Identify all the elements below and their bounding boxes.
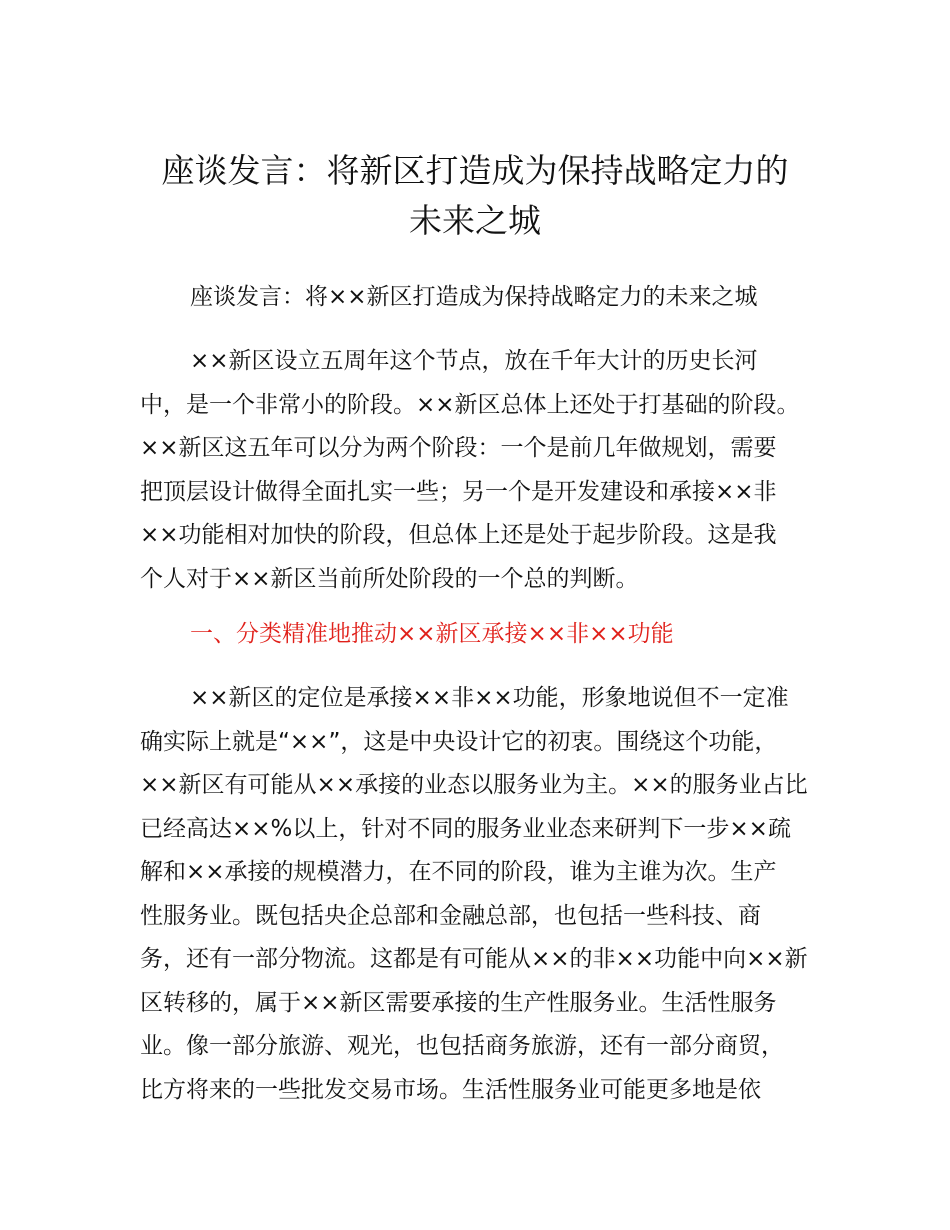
- paragraph-intro: [140, 340, 840, 601]
- document-subtitle: 座谈发言：将××新区打造成为保持战略定力的未来之城: [190, 284, 758, 310]
- paragraph-line: 性服务业。既包括央企总部和金融总部，也包括一些科技、商: [140, 902, 761, 929]
- document-title: [110, 146, 840, 246]
- paragraph-line: 解和××承接的规模潜力，在不同的阶段，谁为主谁为次。生产: [140, 859, 777, 885]
- title-line-2: 未来之城: [409, 201, 541, 240]
- paragraph-line: 已经高达××%以上，针对不同的服务业业态来研判下一步××疏: [140, 815, 791, 842]
- paragraph-line: 比方将来的一些批发交易市场。生活性服务业可能更多地是依: [140, 1076, 761, 1103]
- title-line-1: 座谈发言：将新区打造成为保持战略定力的: [161, 151, 789, 190]
- paragraph-line: 区转移的，属于××新区需要承接的生产性服务业。生活性服务: [140, 989, 777, 1016]
- paragraph-line: ××功能相对加快的阶段，但总体上还是处于起步阶段。这是我: [140, 522, 777, 548]
- paragraph-line: ××新区有可能从××承接的业态以服务业为主。××的服务业占比: [140, 772, 808, 798]
- section-heading: 一、分类精准地推动××新区承接××非××功能: [190, 621, 674, 647]
- paragraph-line: ××新区设立五周年这个节点，放在千年大计的历史长河: [190, 348, 758, 374]
- paragraph-line: 确实际上就是“××”，这是中央设计它的初衷。围绕这个功能，: [140, 728, 778, 755]
- paragraph-line: 务，还有一部分物流。这都是有可能从××的非××功能中向××新: [140, 946, 808, 972]
- paragraph-line: ××新区这五年可以分为两个阶段：一个是前几年做规划，需要: [140, 435, 777, 461]
- paragraph-line: ××新区的定位是承接××非××功能，形象地说但不一定准: [190, 685, 789, 711]
- paragraph-line: 个人对于××新区当前所处阶段的一个总的判断。: [140, 565, 639, 592]
- paragraph-line: 业。像一部分旅游、观光，也包括商务旅游，还有一部分商贸，: [140, 1033, 784, 1059]
- paragraph-section-one: [140, 677, 840, 1112]
- paragraph-line: 把顶层设计做得全面扎实一些；另一个是开发建设和承接××非: [140, 478, 777, 505]
- paragraph-line: 中，是一个非常小的阶段。××新区总体上还处于打基础的阶段。: [140, 391, 800, 418]
